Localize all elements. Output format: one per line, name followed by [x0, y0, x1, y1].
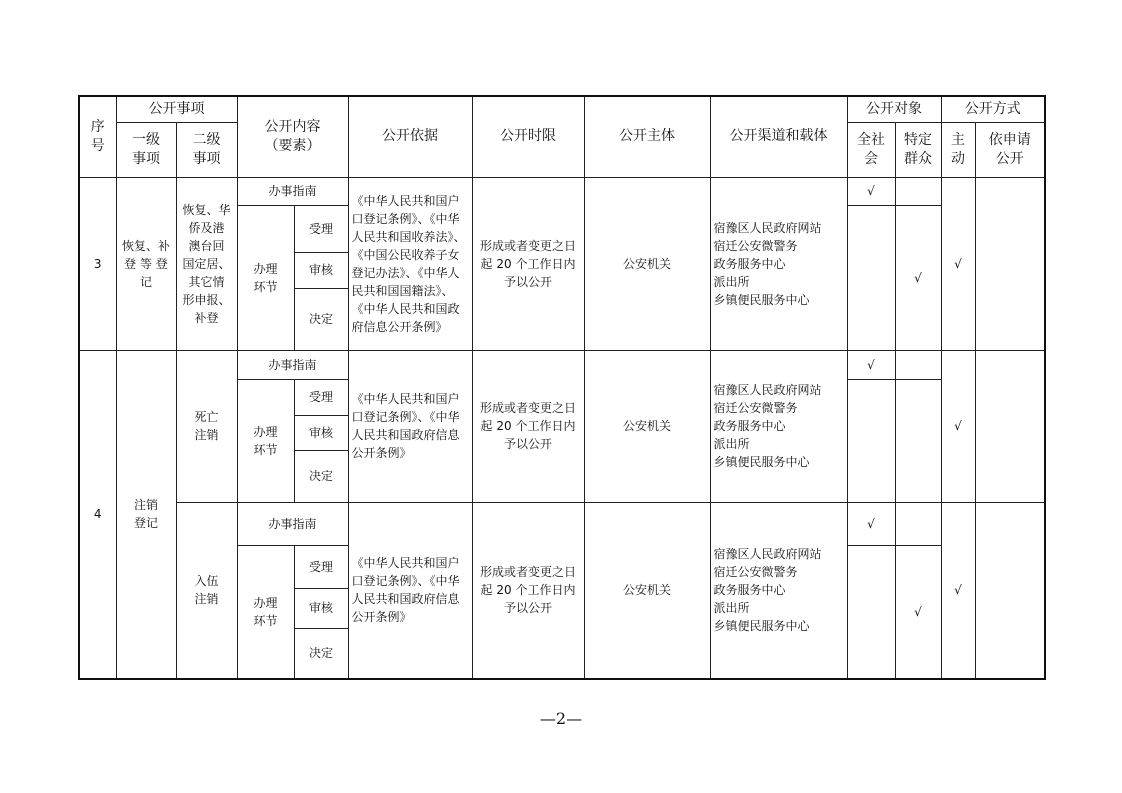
header-method: 公开方式 [941, 96, 1045, 122]
row3-time-limit: 形成或者变更之日 起 20 个工作日内 予以公开 [472, 177, 584, 350]
row4b-subject: 公安机关 [584, 502, 710, 679]
row3-subject: 公安机关 [584, 177, 710, 350]
row4b-specific-empty [895, 502, 941, 545]
header-channel: 公开渠道和载体 [710, 96, 847, 177]
row4a-channel: 宿豫区人民政府网站 宿迁公安微警务 政务服务中心 派出所 乡镇便民服务中心 [710, 350, 847, 502]
row3-decide: 决定 [294, 288, 348, 350]
row3-on-request-empty [975, 177, 1045, 350]
row4a-on-request-empty [975, 350, 1045, 502]
row4b-on-request-empty [975, 502, 1045, 679]
header-basis: 公开依据 [348, 96, 472, 177]
table-row [79, 177, 1045, 205]
row4b-review: 审核 [294, 588, 348, 628]
row4b-channel: 宿豫区人民政府网站 宿迁公安微警务 政务服务中心 派出所 乡镇便民服务中心 [710, 502, 847, 679]
row3-level2: 恢复、华 侨及港 澳台回 国定居、 其它情 形申报、 补登 [176, 177, 237, 350]
row4a-basis: 《中华人民共和国户口登记条例》、《中华人民共和国政府信息公开条例》 [348, 350, 472, 502]
row4b-specific-check: √ [895, 545, 941, 679]
row4-level1: 注销 登记 [116, 350, 176, 679]
row4b-society-empty [847, 545, 895, 679]
header-level1: 一级 事项 [116, 122, 176, 177]
row3-society-check: √ [847, 177, 895, 205]
row3-accept: 受理 [294, 205, 348, 252]
row3-seq: 3 [79, 177, 116, 350]
disclosure-table [78, 95, 1046, 680]
header-matter: 公开事项 [116, 96, 237, 122]
row4b-accept: 受理 [294, 545, 348, 588]
row4b-process: 办理 环节 [237, 545, 294, 679]
row4a-subject: 公安机关 [584, 350, 710, 502]
header-specific: 特定 群众 [895, 122, 941, 177]
header-content: 公开内容 （要素） [237, 96, 348, 177]
row4a-level2: 死亡 注销 [176, 350, 237, 502]
row3-society-empty [847, 205, 895, 350]
row4a-specific-empty [895, 350, 941, 379]
row3-guide: 办事指南 [237, 177, 348, 205]
row3-process: 办理 环节 [237, 205, 294, 350]
row3-specific-empty [895, 177, 941, 205]
row4a-accept: 受理 [294, 379, 348, 415]
row3-specific-check: √ [895, 205, 941, 350]
page-number: —2— [539, 709, 583, 728]
row4a-process: 办理 环节 [237, 379, 294, 502]
header-subject: 公开主体 [584, 96, 710, 177]
row3-level1: 恢复、补 登 等 登 记 [116, 177, 176, 350]
header-time-limit: 公开时限 [472, 96, 584, 177]
row4b-society-check: √ [847, 502, 895, 545]
table-row [79, 502, 1045, 545]
row3-basis: 《中华人民共和国户口登记条例》、《中华人民共和国收养法》、《中国公民收养子女登记办法》、《中华人民共和国国籍法》、《中华人民共和国政府信息公开条例》 [348, 177, 472, 350]
row4a-society-empty [847, 379, 895, 502]
row3-channel: 宿豫区人民政府网站 宿迁公安微警务 政务服务中心 派出所 乡镇便民服务中心 [710, 177, 847, 350]
row4b-level2: 入伍 注销 [176, 502, 237, 679]
row4b-basis: 《中华人民共和国户口登记条例》、《中华人民共和国政府信息公开条例》 [348, 502, 472, 679]
row3-review: 审核 [294, 252, 348, 288]
row4a-time-limit: 形成或者变更之日 起 20 个工作日内 予以公开 [472, 350, 584, 502]
row3-active-check: √ [941, 177, 975, 350]
header-target: 公开对象 [847, 96, 941, 122]
row4b-guide: 办事指南 [237, 502, 348, 545]
row4b-active-check: √ [941, 502, 975, 679]
header-on-request: 依申请 公开 [975, 122, 1045, 177]
row4a-active-check: √ [941, 350, 975, 502]
row4a-specific-empty-2 [895, 379, 941, 502]
row4a-society-check: √ [847, 350, 895, 379]
row4b-decide: 决定 [294, 628, 348, 679]
header-row-1 [79, 96, 1045, 122]
row4a-review: 审核 [294, 415, 348, 450]
header-level2: 二级 事项 [176, 122, 237, 177]
header-society: 全社 会 [847, 122, 895, 177]
header-seq: 序 号 [79, 96, 116, 177]
table-row [79, 350, 1045, 379]
row4a-guide: 办事指南 [237, 350, 348, 379]
header-active: 主 动 [941, 122, 975, 177]
row4-seq: 4 [79, 350, 116, 679]
row4b-time-limit: 形成或者变更之日 起 20 个工作日内 予以公开 [472, 502, 584, 679]
row4a-decide: 决定 [294, 450, 348, 502]
